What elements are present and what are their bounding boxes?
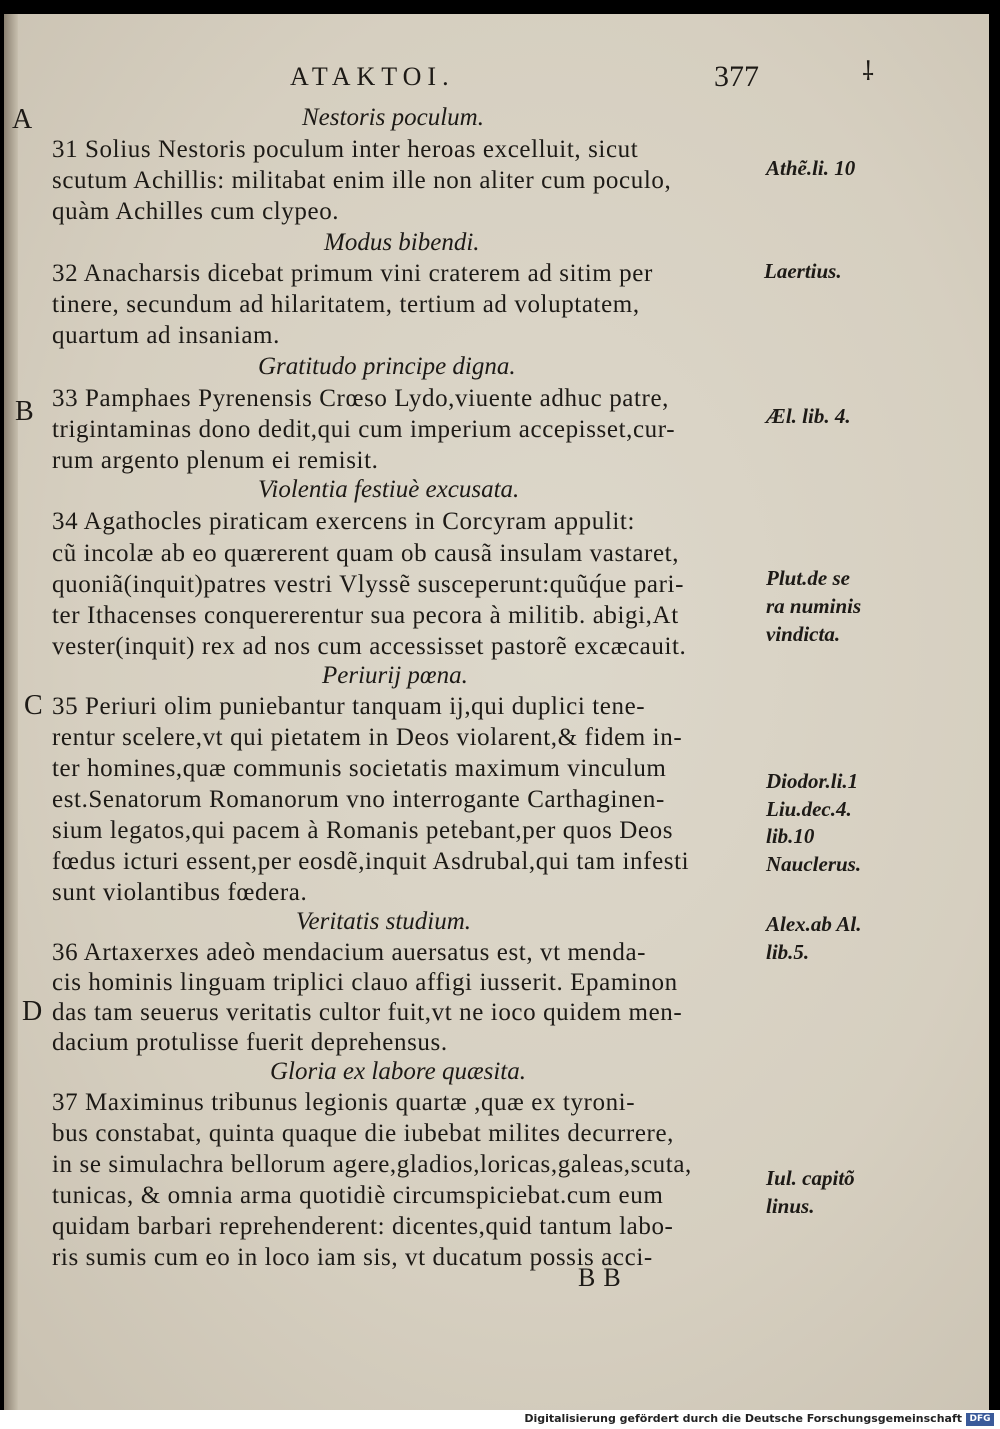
text-line: das tam seuerus veritatis cultor fuit,vt ne ioco quidem men- [52,999,683,1026]
text-line: 37 Maximinus tribunus legionis quartæ ,quæ ex tyroni- [52,1089,636,1116]
section-letter-a: A [12,104,33,135]
text-line: sium legatos,qui pacem à Romanis petebant,per quos Deos [52,817,674,844]
dfg-logo: DFG [966,1413,994,1426]
margin-note: Diodor.li.1 [766,769,859,793]
text-line: ter Ithacenses conquererentur sua pecora à militib. abigi,At [52,602,679,629]
text-line: quidam barbari reprehenderent: dicentes,quid tantum labo- [52,1213,674,1240]
entry-heading: Veritatis studium. [296,908,472,935]
text-line: quartum ad insaniam. [52,322,280,349]
text-line: dacium protulisse fuerit deprehensus. [52,1029,448,1056]
text-line: vester(inquit) rex ad nos cum accessisset pastorẽ excæcauit. [52,633,687,660]
page-gutter [4,14,18,1410]
text-line: cis hominis linguam triplici clauo affigi iusserit. Epaminon [52,969,678,996]
margin-note: Æl. lib. 4. [766,404,851,428]
entry-heading: Modus bibendi. [324,229,480,256]
text-line: quàm Achilles cum clypeo. [52,198,340,225]
margin-note: Alex.ab Al. [766,912,862,936]
entry-heading: Violentia festiuè excusata. [258,476,520,503]
text-line: sunt violantibus fœdera. [52,879,308,906]
signature-mark: BB [578,1263,629,1292]
text-line: 34 Agathocles piraticam exercens in Corcyram appulit: [52,508,636,535]
margin-note: ra numinis [766,594,862,618]
text-line: rentur scelere,vt qui pietatem in Deos violarent,& fidem in- [52,724,683,751]
text-line: ter homines,quæ communis societatis maximum vinculum [52,755,667,782]
margin-note: Nauclerus. [766,852,862,876]
section-letter-c: C [24,690,43,721]
corner-mark: ⸸ [862,57,875,86]
entry-heading: Gloria ex labore quæsita. [270,1058,527,1085]
section-letter-b: B [15,396,34,427]
margin-note: Athẽ.li. 10 [766,156,856,180]
margin-note: lib.10 [766,824,815,848]
margin-note: linus. [766,1194,815,1218]
footer-bar [0,1410,1000,1429]
margin-note: vindicta. [766,622,841,646]
text-line: quoniã(inquit)patres vestri Vlyssẽ susceperunt:quũq́ue pari- [52,571,685,598]
page-number: 377 [714,60,759,93]
entry-heading: Gratitudo principe digna. [258,353,516,380]
margin-note: Liu.dec.4. [766,797,852,821]
text-line: scutum Achillis: militabat enim ille non aliter cum poculo, [52,167,672,194]
section-letter-d: D [22,996,43,1027]
running-head: ATAKTOI. [290,62,455,91]
book-page [4,14,989,1410]
margin-note: Plut.de se [766,566,850,590]
text-line: ris sumis cum eo in loco iam sis, vt ducatum possis acci- [52,1244,653,1271]
text-line: 33 Pamphaes Pyrenensis Crœso Lydo,viuente adhuc patre, [52,385,670,412]
text-line: trigintaminas dono dedit,qui cum imperium accepisset,cur- [52,416,676,443]
entry-heading: Nestoris poculum. [302,104,484,131]
funding-credit: Digitalisierung gefördert durch die Deutsche Forschungsgemeinschaft [524,1412,962,1425]
text-line: tinere, secundum ad hilaritatem, tertium ad voluptatem, [52,291,640,318]
text-line: in se simulachra bellorum agere,gladios,loricas,galeas,scuta, [52,1151,692,1178]
text-line: fœdus icturi essent,per eosdẽ,inquit Asdrubal,qui tam infesti [52,848,690,875]
text-line: 32 Anacharsis dicebat primum vini craterem ad sitim per [52,260,653,287]
margin-note: lib.5. [766,940,810,964]
text-line: cũ incolæ ab eo quærerent quam ob causã insulam vastaret, [52,540,680,567]
text-line: tunicas, & omnia arma quotidiè circumspiciebat.cum eum [52,1182,664,1209]
margin-note: Laertius. [764,259,842,283]
text-line: bus constabat, quinta quaque die iubebat milites decurrere, [52,1120,675,1147]
text-line: rum argento plenum ei remisit. [52,447,379,474]
text-line: est.Senatorum Romanorum vno interrogante Carthaginen- [52,786,665,813]
text-line: 36 Artaxerxes adeò mendacium auersatus est, vt menda- [52,939,647,966]
text-line: 35 Periuri olim puniebantur tanquam ij,qui duplici tene- [52,693,646,720]
margin-note: Iul. capitõ [766,1166,855,1190]
text-line: 31 Solius Nestoris poculum inter heroas excelluit, sicut [52,136,639,163]
entry-heading: Periurij pœna. [322,662,468,689]
